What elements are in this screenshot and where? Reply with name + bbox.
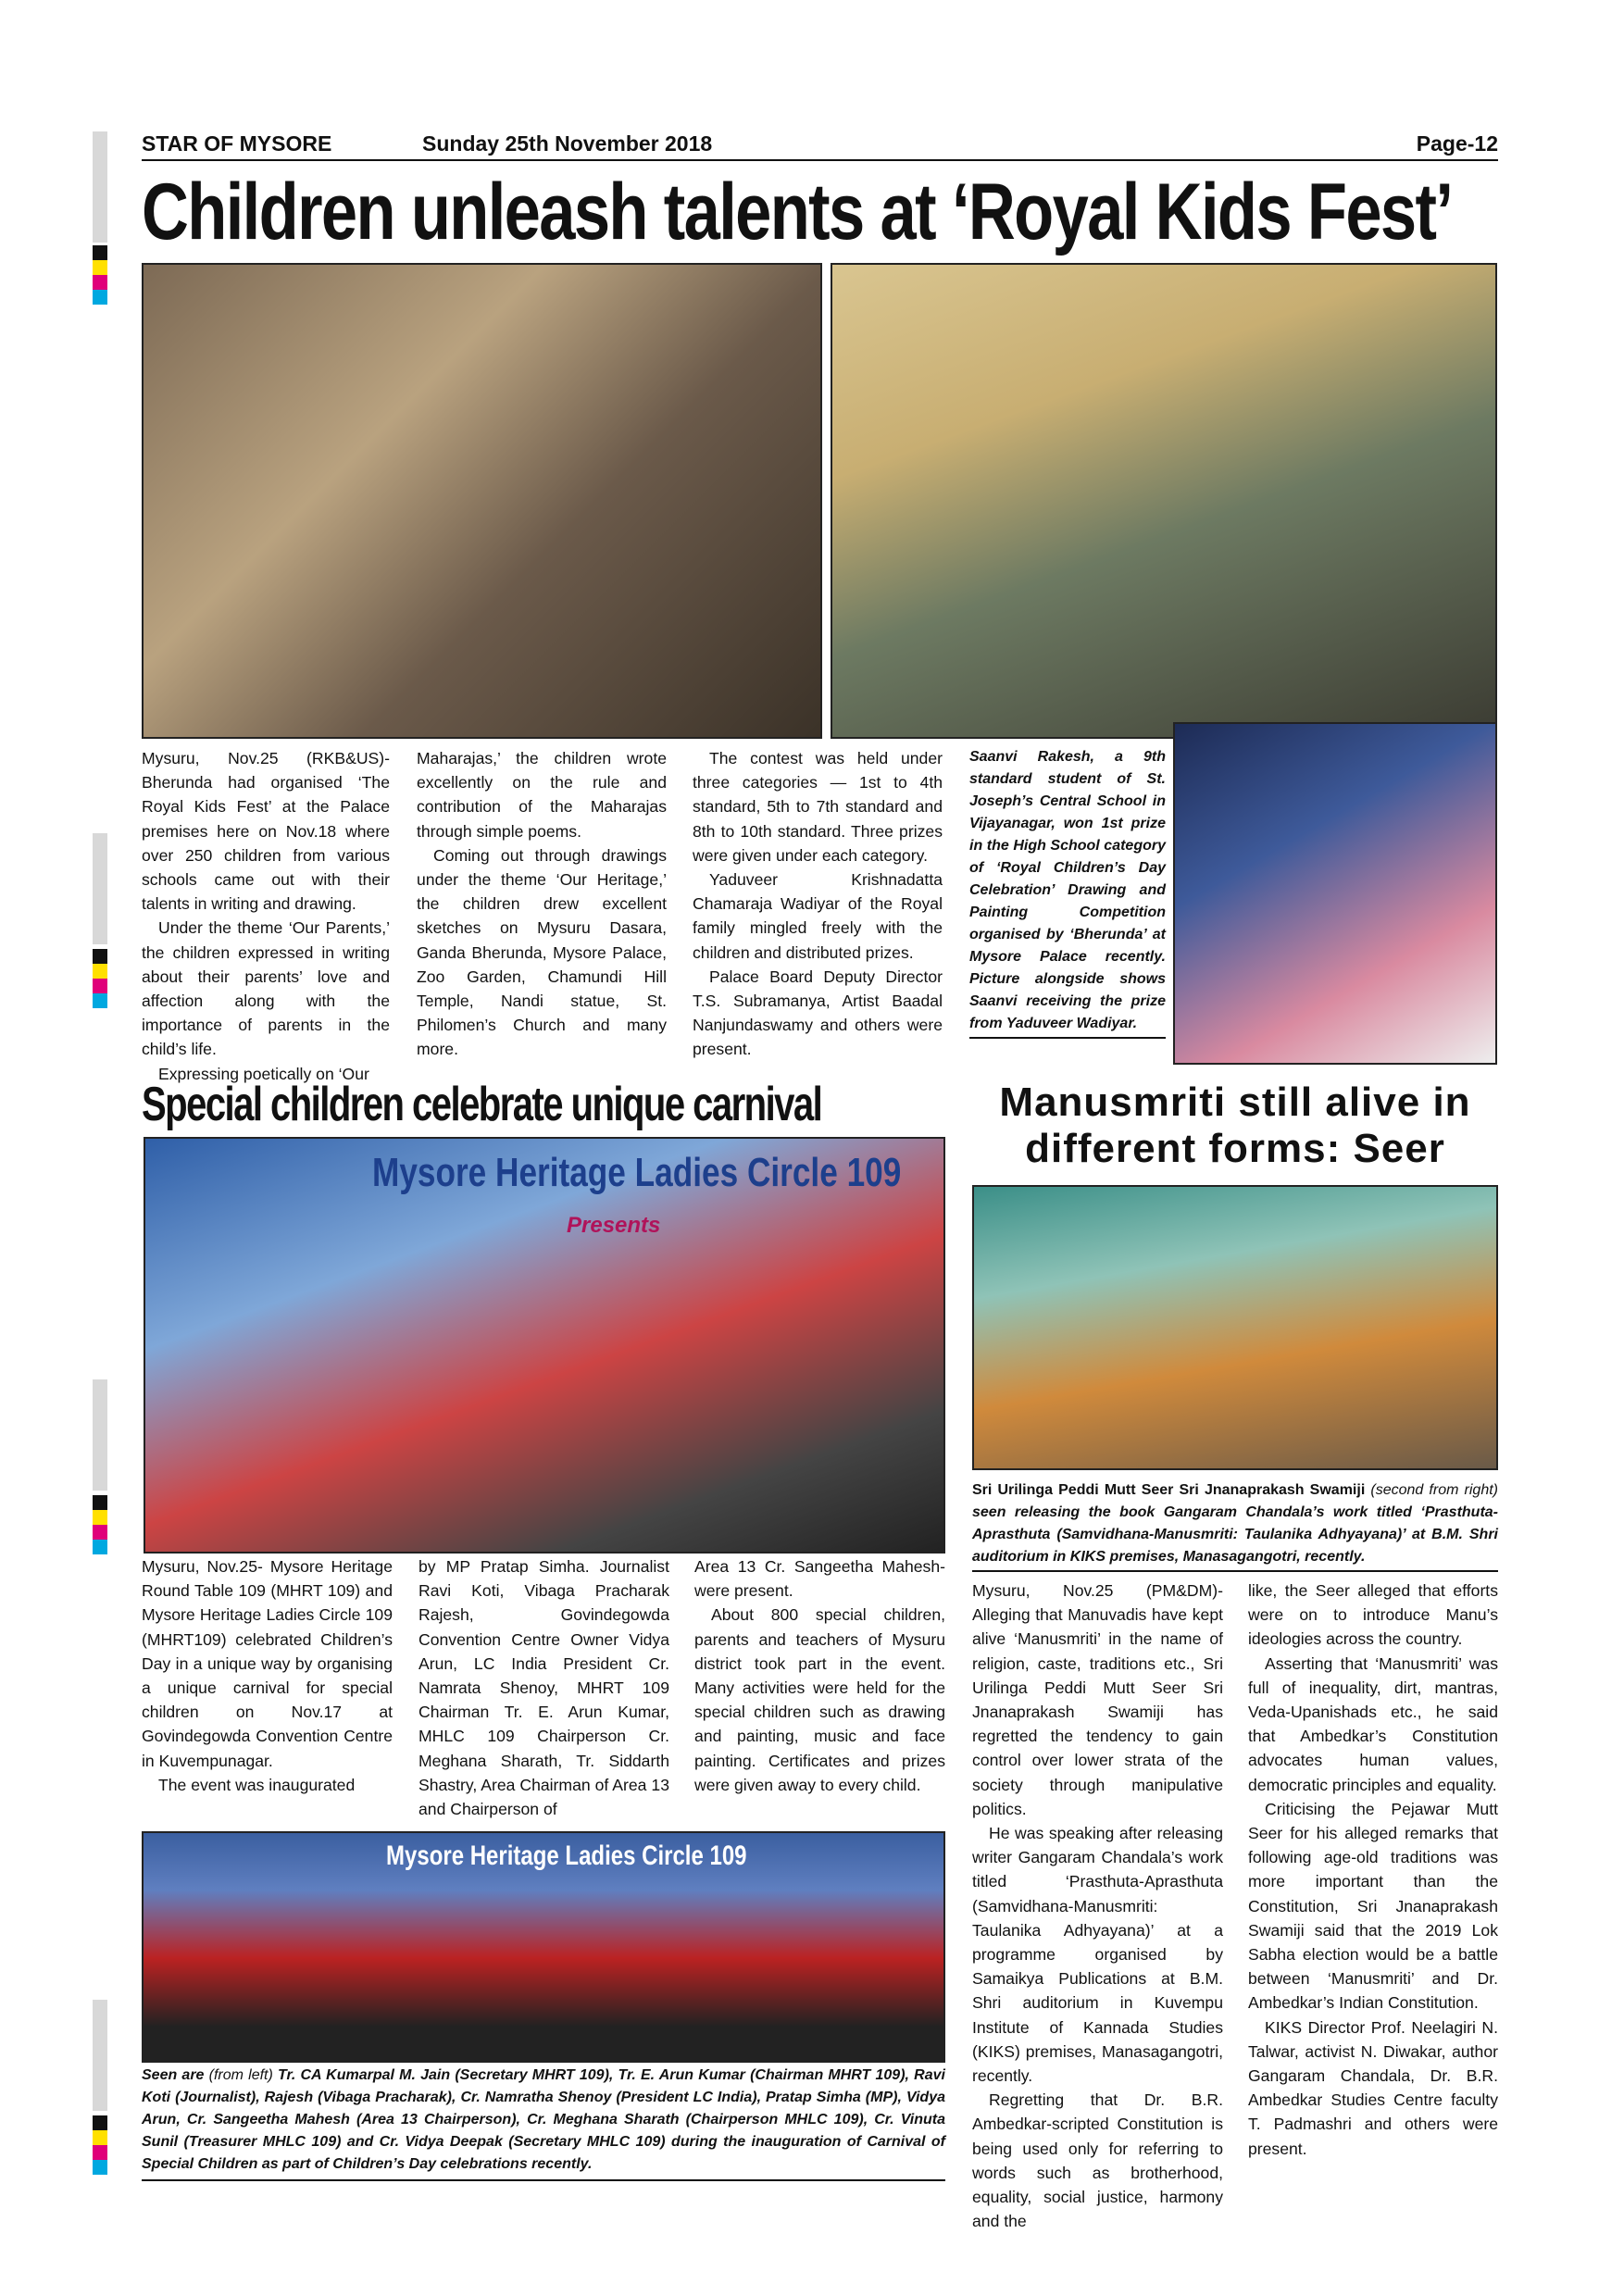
banner-presents: Presents [567, 1213, 661, 1238]
story2-column-1 [142, 1554, 393, 1797]
paragraph: Asserting that ‘Manusmriti’ was full of inequality, dirt, mantras, Veda-Upanishads etc., he said that Ambedkar’s Constitution advocates human values, democratic principles and equality. [1248, 1653, 1498, 1794]
banner-text: Mysore Heritage Ladies Circle 109 [386, 1841, 747, 1871]
registration-marks [93, 949, 107, 1008]
story2-photo-guests [142, 1831, 945, 2063]
paragraph: Maharajas,’ the children wrote excellently on the rule and contribution of the Maharajas through simple poems. [417, 749, 667, 841]
story2-column-3 [694, 1554, 945, 1797]
paragraph: Mysuru, Nov.25 (PM&DM)- Alleging that Manuvadis have kept alive ‘Manusmriti’ in the name of religion, caste, traditions etc., Sri Urilinga Peddi Mutt Seer Sri Jnanaprakash Swamiji has regretted the tendency to gain control over lower strata of the society through manipulative politics. [972, 1581, 1223, 1818]
paragraph: Under the theme ‘Our Parents,’ the children expressed in writing about their parents’ love and affection along with the importance of parents in the child’s life. [142, 918, 390, 1059]
paragraph: like, the Seer alleged that efforts were on to introduce Manu’s ideologies across the country. [1248, 1581, 1498, 1649]
issue-date: Sunday 25th November 2018 [422, 131, 713, 156]
story1-photo-drawing [142, 263, 822, 739]
paragraph: He was speaking after releasing writer Gangaram Chandala’s work titled ‘Prasthuta-Aprasthuta (Samvidhana-Manusmriti: Taulanika Adhyayana)’ at a programme organised by Samaikya Publications at B.M. Shri auditorium in Kuvempu Institute of Kannada Studies (KIKS) premises, Manasagangotri, recently. [972, 1824, 1223, 2086]
margin-bar [93, 1379, 107, 1491]
headline-line: Manusmriti still alive in [999, 1079, 1471, 1125]
story3-photo-release [972, 1185, 1498, 1470]
page-number: Page-12 [1416, 131, 1498, 156]
banner-text: Mysore Heritage Ladies Circle 109 [372, 1150, 902, 1195]
masthead [142, 128, 1498, 161]
paragraph: About 800 special children, parents and teachers of Mysuru district took part in the event. Many activities were held for the special children such as drawing and painting, music and face painting. Certificates and prizes were given away to every child. [694, 1605, 945, 1794]
story3-column-1 [972, 1578, 1223, 2233]
headline-line: different forms: Seer [1025, 1126, 1445, 1171]
story2-column-2 [418, 1554, 669, 1821]
registration-marks [93, 2115, 107, 2175]
story1-column-2 [417, 746, 667, 1062]
story1-headline: Children unleash talents at ‘Royal Kids Fest’ [142, 168, 1453, 256]
paragraph: The contest was held under three categories — 1st to 4th standard, 5th to 7th standard and 8th to 10th standard. Three prizes were given under each category. [693, 749, 943, 865]
registration-marks [93, 1495, 107, 1554]
paper-name: STAR OF MYSORE [142, 131, 332, 156]
caption-lead: Seen are [142, 2067, 205, 2083]
paragraph: Criticising the Pejawar Mutt Seer for his alleged remarks that following age-old traditions was more important than the Constitution, Sri Jnanaprakash Swamiji said that the 2019 Lok Sabha election would be a battle between ‘Manusmriti’ and Dr. Ambedkar’s Indian Constitution. [1248, 1799, 1498, 2013]
paragraph: Coming out through drawings under the theme ‘Our Heritage,’ the children drew excellent sketches on Mysuru Dasara, Ganda Bherunda, Mysore Palace, Zoo Garden, Chamundi Hill Temple, Nandi statue, St. Philomen’s Church and many more. [417, 845, 667, 1059]
margin-bar [93, 833, 107, 944]
story1-photo-hall [831, 263, 1497, 739]
paragraph: by MP Pratap Simha. Journalist Ravi Koti, Vibaga Pracharak Rajesh, Govindegowda Convention Centre Owner Vidya Arun, LC India President Cr. Namrata Shenoy, MHRT 109 Chairman Tr. E. Arun Kumar, MHLC 109 Chairperson Cr. Meghana Sharath, Tr. Siddarth Shastry, Area Chairman of Area 13 and Chairperson of [418, 1557, 669, 1819]
registration-marks [93, 245, 107, 305]
paragraph: Expressing poetically on ‘Our [158, 1064, 369, 1083]
story1-photo-prize [1173, 722, 1497, 1065]
caption-from: (from left) [208, 2067, 273, 2083]
story1-photo-caption: Saanvi Rakesh, a 9th standard student of St. Joseph’s Central School in Vijayanagar, won 1st prize in the High School category of ‘Royal Children’s Day Celebration’ Drawing and Painting Competition organised by ‘Bherunda’ at Mysore Palace recently. Picture alongside shows Saanvi receiving the prize from Yaduveer Wadiyar. [969, 746, 1166, 1039]
caption-name: Sri Urilinga Peddi Mutt Seer Sri Jnanaprakash Swamiji [972, 1482, 1366, 1498]
story3-photo-caption [972, 1479, 1498, 1572]
story2-photo-dance [144, 1137, 945, 1554]
caption-text: Tr. CA Kumarpal M. Jain (Secretary MHRT 109), Tr. E. Arun Kumar (Chairman MHRT 109), Ravi Koti (Journalist), Rajesh (Vibaga Pracharak), Cr. Namratha Shenoy (President LC India), Pratap Simha (MP), Vidya Arun, Cr. Sangeetha Mahesh (Area 13 Chairperson), Cr. Meghana Sharath (Chairperson MHLC 109), Cr. Vinuta Sunil (Treasurer MHLC 109) and Cr. Vidya Deepak (Secretary MHLC 109) during the inauguration of Carnival of Special Children as part of Children’s Day celebrations recently. [142, 2067, 945, 2172]
story1-column-1 [142, 746, 390, 1086]
paragraph: Area 13 Cr. Sangeetha Mahesh- were present. [694, 1557, 945, 1601]
story2-headline: Special children celebrate unique carnival [142, 1078, 822, 1131]
story1-column-3 [693, 746, 943, 1062]
paragraph: Mysuru, Nov.25 (RKB&US)- Bherunda had organised ‘The Royal Kids Fest’ at the Palace premises here on Nov.18 where over 250 children from various schools came out with their talents in writing and drawing. [142, 749, 390, 914]
caption-position: (second from right) [1370, 1482, 1498, 1498]
paragraph: Regretting that Dr. B.R. Ambedkar-scripted Constitution is being used only for referring to words such as brotherhood, equality, social justice, harmony and the [972, 2090, 1223, 2231]
story3-column-2 [1248, 1578, 1498, 2161]
story2-photo-caption [142, 2065, 945, 2181]
paragraph: Palace Board Deputy Director T.S. Subramanya, Artist Baadal Nanjundaswamy and others were present. [693, 967, 943, 1059]
paragraph: Yaduveer Krishnadatta Chamaraja Wadiyar of the Royal family mingled freely with the children and distributed prizes. [693, 870, 943, 962]
paragraph: The event was inaugurated [158, 1775, 356, 1794]
paragraph: KIKS Director Prof. Neelagiri N. Talwar, activist N. Diwakar, author Gangaram Chandala, Dr. B.R. Ambedkar Studies Centre faculty T. Padmashri and others were present. [1248, 2017, 1498, 2158]
margin-bar [93, 131, 107, 243]
caption-text: seen releasing the book Gangaram Chandala’s work titled ‘Prasthuta-Aprasthuta (Samvidhana-Manusmriti: Taulanika Adhyayana)’ at B.M. Shri auditorium in KIKS premises, Manasagangotri, recently. [972, 1504, 1498, 1565]
margin-bar [93, 2000, 107, 2111]
story3-headline [972, 1079, 1498, 1172]
paragraph: Mysuru, Nov.25- Mysore Heritage Round Table 109 (MHRT 109) and Mysore Heritage Ladies Circle 109 (MHRT109) celebrated Children’s Day in a unique way by organising a unique carnival for special children on Nov.17 at Govindegowda Convention Centre in Kuvempunagar. [142, 1557, 393, 1770]
